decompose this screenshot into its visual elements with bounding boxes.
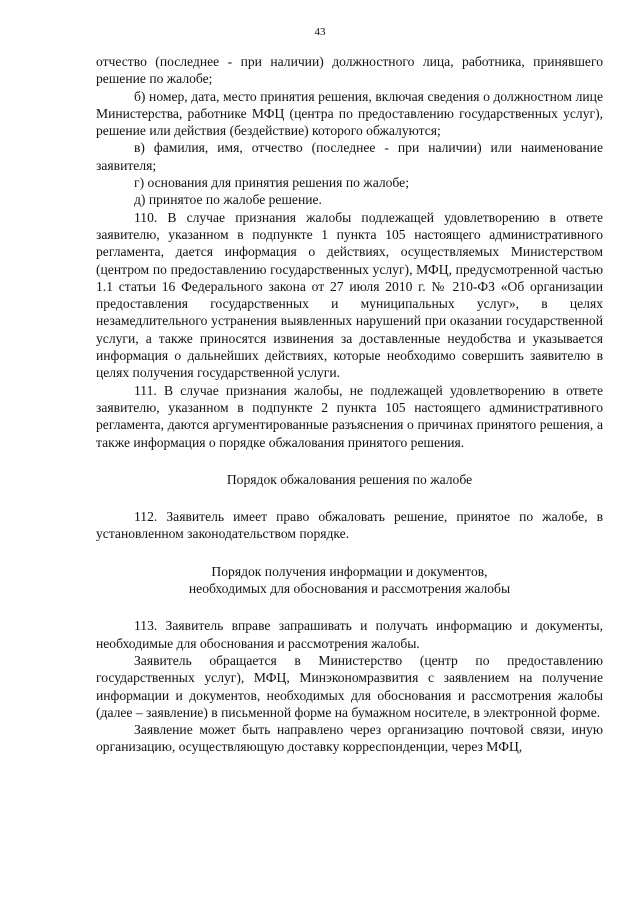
section-heading-appeal: Порядок обжалования решения по жалобе xyxy=(226,471,473,487)
paragraph-continuation: отчество (последнее - при наличии) должностного лица, работника, принявшего решение по жалобе; xyxy=(96,54,603,87)
section-heading-info-line-2: необходимых для обоснования и рассмотрения жалобы xyxy=(188,581,511,597)
paragraph-item-g: г) основания для принятия решения по жалобе; xyxy=(134,175,409,191)
paragraph-item-v: в) фамилия, имя, отчество (последнее - при наличии) или наименование заявителя; xyxy=(96,140,603,173)
paragraph-delivery: Заявление может быть направлено через организацию почтовой связи, иную организацию, осуществляющую доставку корреспонденции, через МФЦ, xyxy=(96,722,603,755)
paragraph-113: 113. Заявитель вправе запрашивать и получать информацию и документы, необходимые для обоснования и рассмотрения жалобы. xyxy=(96,618,603,651)
paragraph-item-d: д) принятое по жалобе решение. xyxy=(134,192,322,208)
paragraph-110: 110. В случае признания жалобы подлежащей удовлетворению в ответе заявителю, указанном в подпункте 1 пункта 105 настоящего административного регламента, дается информация о действиях, осуществляемых Министерством (центром по предоставлению государственных услуг), МФЦ, предусмотренной частью 1.1 статьи 16 Федерального закона от 27 июля 2010 г. № 210-ФЗ «Об организации предоставления государственных и муниципальных услуг», в целях незамедлительного устранения выявленных нарушений при оказании государственной услуги, а также приносятся извинения за доставленные неудобства и указывается информация о дальнейших действиях, которые необходимо совершить заявителю в целях получения государственной услуги. xyxy=(96,209,603,381)
paragraph-111: 111. В случае признания жалобы, не подлежащей удовлетворению в ответе заявителю, указанном в подпункте 2 пункта 105 настоящего административного регламента, даются аргументированные разъяснения о причинах принятого решения, а также информация о порядке обжалования принятого решения. xyxy=(96,382,603,450)
paragraph-application: Заявитель обращается в Министерство (центр по предоставлению государственных услуг), МФЦ, Минэкономразвития с заявлением на получение информации и документов, необходимых для обоснования и рассмотрения жалобы (далее – заявление) в письменной форме на бумажном носителе, в электронной форме. xyxy=(96,652,603,720)
paragraph-112: 112. Заявитель имеет право обжаловать решение, принятое по жалобе, в установленном законодательством порядке. xyxy=(96,509,603,542)
document-body xyxy=(96,53,603,756)
paragraph-item-b: б) номер, дата, место принятия решения, включая сведения о должностном лице Министерства, работнике МФЦ (центра по предоставлению государственных услуг), решение или действия (бездействие) которого обжалуются; xyxy=(96,88,603,139)
section-heading-info-line-1: Порядок получения информации и документов, xyxy=(211,563,488,579)
page-number: 43 xyxy=(314,26,326,38)
